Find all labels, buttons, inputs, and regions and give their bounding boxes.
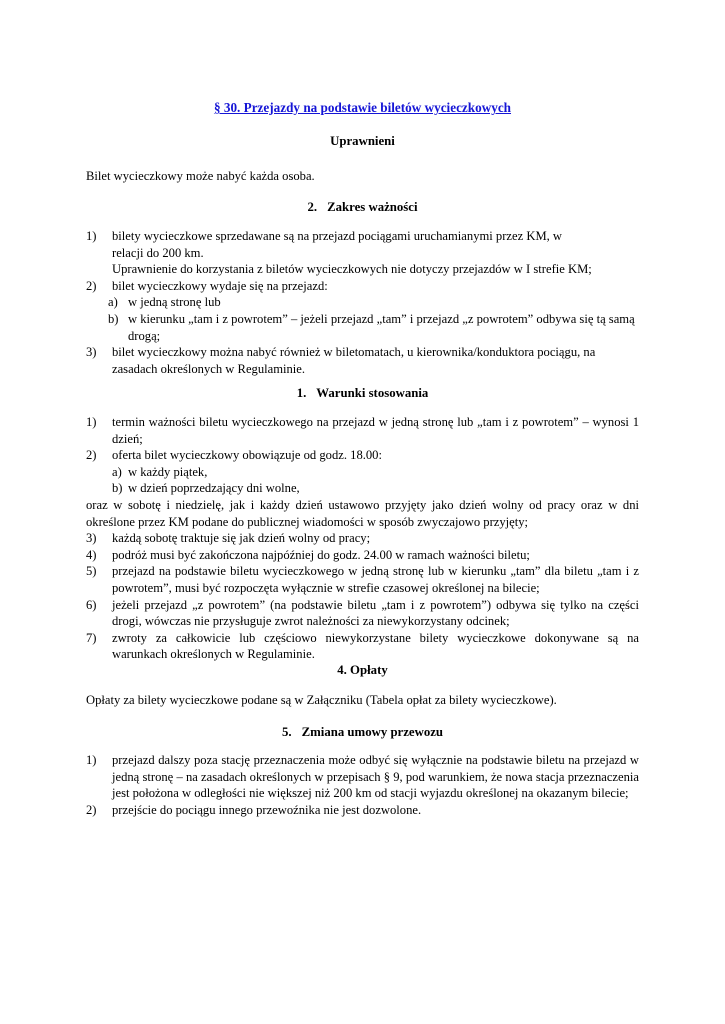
- sub-list-item-letter: a): [108, 295, 118, 310]
- list-item-number: 2): [86, 278, 97, 293]
- list-item-text: przejście do pociągu innego przewoźnika nie jest dozwolone.: [112, 802, 422, 817]
- list-item-number: 6): [86, 597, 97, 612]
- list-item: [86, 630, 639, 663]
- sub-list-item-text: w każdy piątek,: [128, 464, 208, 479]
- sub-list-item-letter: b): [112, 481, 123, 496]
- list-item: [86, 530, 639, 547]
- list-item: [86, 802, 639, 819]
- list-item-text: oferta bilet wycieczkowy obowiązuje od godz. 18.00:: [112, 448, 382, 463]
- sub-list-item: [86, 311, 639, 344]
- heading-zmiana-text: Zmiana umowy przewozu: [301, 725, 444, 739]
- sub-list-item-letter: b): [108, 311, 119, 326]
- list-zmiana: [86, 752, 639, 818]
- list-item: [86, 597, 639, 630]
- list-item-note: Uprawnienie do korzystania z biletów wycieczkowych nie dotyczy przejazdów w I strefie KM;: [112, 262, 592, 277]
- list-zakres: [86, 228, 639, 377]
- list-item: [86, 278, 639, 295]
- list-item-number: 5): [86, 564, 97, 579]
- list-item-text: termin ważności biletu wycieczkowego na przejazd w jedną stronę lub „tam i z powrotem” – wynosi 1 dzień;: [112, 415, 639, 446]
- list-item: [86, 752, 639, 802]
- list-item-continuation: oraz w sobotę i niedzielę, jak i każdy dzień ustawowo przyjęty jako dzień wolny od pracy oraz w dni określone przez KM podane do publicznej wiadomości w sposób zwyczajowo przyjęty;: [86, 497, 639, 529]
- heading-warunki: [86, 385, 639, 402]
- list-item-number: 2): [86, 802, 97, 817]
- heading-uprawnieni-text: Uprawnieni: [330, 134, 395, 148]
- list-item-number: 3): [86, 345, 97, 360]
- document-title[interactable]: § 30. Przejazdy na podstawie biletów wycieczkowych: [213, 100, 512, 115]
- heading-zakres: [86, 199, 639, 216]
- list-item: [86, 228, 639, 278]
- paragraph-uprawnieni: Bilet wycieczkowy może nabyć każda osoba.: [86, 169, 315, 183]
- sub-list-item-letter: a): [112, 464, 122, 479]
- heading-oplaty-text: 4. Opłaty: [337, 663, 388, 677]
- list-item-number: 1): [86, 415, 97, 429]
- heading-oplaty: [86, 662, 639, 679]
- list-item-number: 1): [86, 229, 97, 243]
- heading-zmiana-number: 5.: [281, 725, 292, 739]
- list-item-text: przejazd dalszy poza stację przeznaczenia może odbyć się wyłącznie na podstawie biletu na przejazd w jedną stronę – na zasadach określonych w przepisach § 9, pod warunkiem, że nowa stacja przeznaczenia jest położona w odległości nie większej niż 200 km od stacji wyjazdu określonej na okazanym bilecie;: [112, 753, 639, 801]
- list-item: [86, 447, 639, 464]
- heading-zakres-number: 2.: [307, 200, 318, 214]
- sub-list-item: [86, 464, 639, 481]
- list-item: [86, 414, 639, 447]
- heading-zakres-text: Zakres ważności: [327, 200, 418, 214]
- list-item: [86, 344, 639, 377]
- list-item-text: zwroty za całkowicie lub częściowo niewykorzystane bilety wycieczkowe dokonywane są na warunkach określonych w Regulaminie.: [112, 630, 639, 662]
- sub-list-item-text: w jedną stronę lub: [128, 295, 221, 310]
- list-item: [86, 563, 639, 596]
- sub-list-item-text: w dzień poprzedzający dni wolne,: [128, 481, 300, 496]
- list-item-text: jeżeli przejazd „z powrotem” (na podstawie biletu „tam i z powrotem”) odbywa się tylko na części drogi, wówczas nie przysługuje zwrot należności za niewykorzystany odcinek;: [112, 597, 639, 629]
- list-item-number: 7): [86, 630, 97, 645]
- list-item-text: podróż musi być zakończona najpóźniej do godz. 24.00 w ramach ważności biletu;: [112, 547, 530, 562]
- heading-warunki-text: Warunki stosowania: [316, 386, 429, 400]
- heading-uprawnieni: [86, 133, 639, 150]
- list-item-number: 3): [86, 531, 97, 546]
- list-item-number: 2): [86, 448, 97, 463]
- list-item-text: bilety wycieczkowe sprzedawane są na przejazd pociągami uruchamianymi przez KM, w relacji do 200 km.: [112, 229, 563, 260]
- list-item-number: 1): [86, 753, 97, 767]
- heading-warunki-number: 1.: [296, 386, 307, 400]
- list-item-text: każdą sobotę traktuje się jak dzień wolny od pracy;: [112, 531, 371, 546]
- list-item-text: przejazd na podstawie biletu wycieczkowego w jedną stronę lub w kierunku „tam” dla biletu „tam i z powrotem”, musi być rozpoczęta wyłącznie w strefie czasowej określonej na bilecie;: [112, 564, 639, 595]
- list-item-number: 4): [86, 547, 97, 562]
- paragraph-oplaty: Opłaty za bilety wycieczkowe podane są w Załączniku (Tabela opłat za bilety wycieczkowe).: [86, 693, 557, 707]
- sub-list-item: [86, 294, 639, 311]
- list-item-text: bilet wycieczkowy wydaje się na przejazd:: [112, 278, 328, 293]
- list-item-text: bilet wycieczkowy można nabyć również w biletomatach, u kierownika/konduktora pociągu, na zasadach określonych w Regulaminie.: [112, 345, 596, 376]
- list-warunki: [86, 414, 639, 663]
- sub-list-item: [86, 480, 639, 497]
- list-item: [86, 547, 639, 564]
- sub-list-item-text: w kierunku „tam i z powrotem” – jeżeli przejazd „tam” i przejazd „z powrotem” odbywa się tą samą drogą;: [128, 311, 635, 343]
- heading-zmiana: [86, 724, 639, 741]
